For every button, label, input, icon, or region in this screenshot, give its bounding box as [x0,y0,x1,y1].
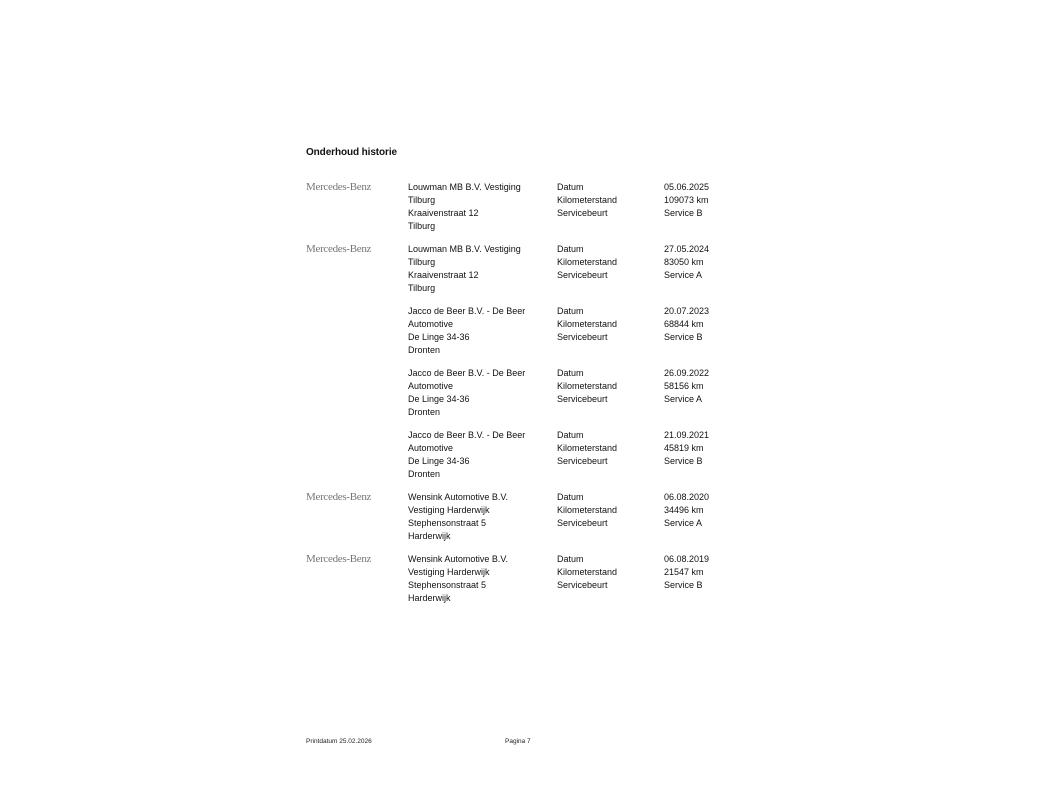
value-kilometerstand: 45819 km [664,443,704,453]
value-datum: 20.07.2023 [664,306,710,316]
maintenance-record [306,367,746,429]
dealer-address [408,367,548,419]
dealer-line: Louwman MB B.V. Vestiging [408,244,521,254]
dealer-line: Jacco de Beer B.V. - De Beer [408,430,526,440]
label-datum: Datum [557,182,584,192]
dealer-line: Vestiging Harderwijk [408,505,490,515]
dealer-address [408,305,548,357]
dealer-line: Dronten [408,407,441,417]
footer-page-number: Pagina 7 [505,738,531,745]
brand-logo: Mercedes-Benz [306,181,372,193]
field-values [664,429,709,468]
label-datum: Datum [557,430,584,440]
value-kilometerstand: 68844 km [664,319,704,329]
dealer-line: De Linge 34-36 [408,456,470,466]
dealer-line: Harderwijk [408,531,451,541]
maintenance-record [306,305,746,367]
brand-logo: Mercedes-Benz [306,491,372,503]
label-datum: Datum [557,554,584,564]
dealer-line: Kraaivenstraat 12 [408,270,479,280]
value-datum: 06.08.2020 [664,492,710,502]
label-datum: Datum [557,492,584,502]
dealer-line: De Linge 34-36 [408,332,470,342]
maintenance-record [306,429,746,491]
value-kilometerstand: 34496 km [664,505,704,515]
field-labels [557,181,617,220]
label-servicebeurt: Servicebeurt [557,394,608,404]
dealer-line: Dronten [408,345,441,355]
dealer-line: Harderwijk [408,593,451,603]
page-title: Onderhoud historie [306,147,397,158]
field-labels [557,491,617,530]
label-kilometerstand: Kilometerstand [557,257,618,267]
dealer-line: Vestiging Harderwijk [408,567,490,577]
label-kilometerstand: Kilometerstand [557,319,618,329]
value-datum: 27.05.2024 [664,244,710,254]
field-labels [557,553,617,592]
dealer-address [408,553,548,605]
field-values [664,553,709,592]
value-kilometerstand: 83050 km [664,257,704,267]
maintenance-record [306,553,746,615]
label-servicebeurt: Servicebeurt [557,456,608,466]
value-servicebeurt: Service B [664,456,703,466]
label-servicebeurt: Servicebeurt [557,208,608,218]
value-servicebeurt: Service A [664,518,703,528]
label-kilometerstand: Kilometerstand [557,505,618,515]
label-kilometerstand: Kilometerstand [557,567,618,577]
footer-printdate: Printdatum 25.02.2026 [306,738,372,745]
dealer-address [408,243,548,295]
value-datum: 26.09.2022 [664,368,710,378]
label-datum: Datum [557,306,584,316]
value-servicebeurt: Service A [664,270,703,280]
dealer-line: Tilburg [408,195,436,205]
maintenance-record [306,181,746,243]
label-kilometerstand: Kilometerstand [557,195,618,205]
dealer-line: Wensink Automotive B.V. [408,492,509,502]
dealer-line: Stephensonstraat 5 [408,580,487,590]
label-servicebeurt: Servicebeurt [557,518,608,528]
dealer-address [408,429,548,481]
value-servicebeurt: Service B [664,332,703,342]
dealer-line: Automotive [408,443,454,453]
field-values [664,181,709,220]
dealer-line: Wensink Automotive B.V. [408,554,509,564]
label-datum: Datum [557,244,584,254]
value-kilometerstand: 58156 km [664,381,704,391]
dealer-address [408,181,548,233]
dealer-line: De Linge 34-36 [408,394,470,404]
maintenance-record [306,491,746,553]
field-labels [557,367,617,406]
value-servicebeurt: Service B [664,580,703,590]
dealer-line: Jacco de Beer B.V. - De Beer [408,368,526,378]
label-datum: Datum [557,368,584,378]
dealer-line: Automotive [408,381,454,391]
dealer-line: Tilburg [408,257,436,267]
value-servicebeurt: Service B [664,208,703,218]
dealer-line: Louwman MB B.V. Vestiging [408,182,521,192]
dealer-address [408,491,548,543]
dealer-line: Tilburg [408,221,436,231]
label-kilometerstand: Kilometerstand [557,381,618,391]
value-datum: 05.06.2025 [664,182,710,192]
field-labels [557,429,617,468]
field-labels [557,305,617,344]
dealer-line: Automotive [408,319,454,329]
field-values [664,243,709,282]
field-values [664,305,709,344]
dealer-line: Stephensonstraat 5 [408,518,487,528]
label-servicebeurt: Servicebeurt [557,580,608,590]
dealer-line: Jacco de Beer B.V. - De Beer [408,306,526,316]
field-values [664,367,709,406]
value-kilometerstand: 21547 km [664,567,704,577]
value-servicebeurt: Service A [664,394,703,404]
value-datum: 06.08.2019 [664,554,710,564]
dealer-line: Kraaivenstraat 12 [408,208,479,218]
brand-logo: Mercedes-Benz [306,553,372,565]
field-values [664,491,709,530]
maintenance-records [306,181,746,615]
dealer-line: Dronten [408,469,441,479]
dealer-line: Tilburg [408,283,436,293]
maintenance-record [306,243,746,305]
value-datum: 21.09.2021 [664,430,710,440]
field-labels [557,243,617,282]
label-servicebeurt: Servicebeurt [557,270,608,280]
value-kilometerstand: 109073 km [664,195,709,205]
brand-logo: Mercedes-Benz [306,243,372,255]
label-kilometerstand: Kilometerstand [557,443,618,453]
label-servicebeurt: Servicebeurt [557,332,608,342]
